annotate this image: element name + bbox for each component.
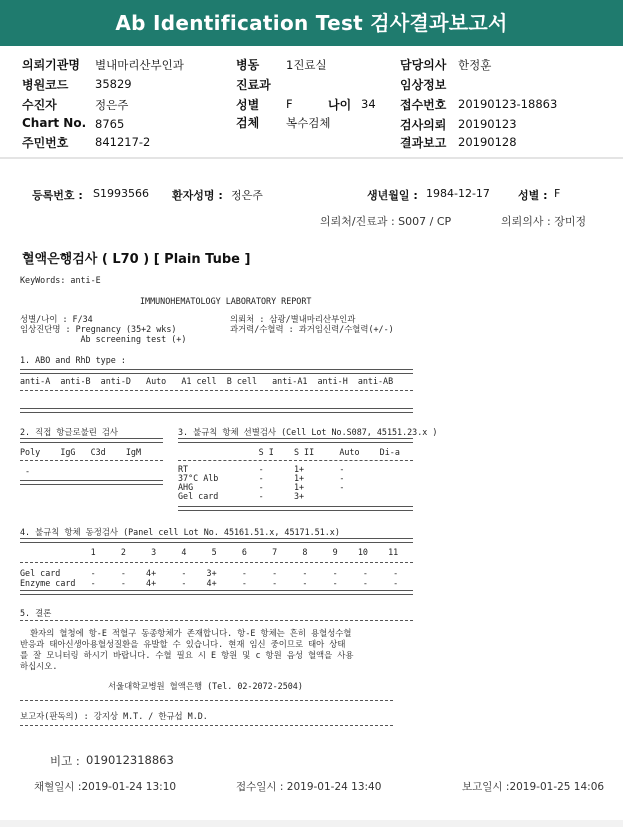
section2-rule	[20, 438, 163, 443]
reported-time: 보고일시 :2019-01-25 14:06	[462, 781, 605, 793]
section2-dash	[20, 460, 163, 461]
bottom-edge	[0, 820, 623, 827]
section5-title: 5. 결론	[20, 608, 52, 618]
section3-header: S I S II Auto Di-a	[178, 447, 400, 457]
hospital-value: 별내마리산부인과	[95, 58, 184, 72]
recipient-label: 수진자	[22, 98, 57, 112]
recipient-value: 정은주	[95, 98, 129, 112]
section3-rule	[178, 438, 413, 443]
rrn-label: 주민번호	[22, 136, 69, 150]
code-label: 병원코드	[22, 78, 69, 92]
report-title-banner	[0, 0, 623, 46]
reporter-dash	[20, 725, 393, 726]
section1-dash	[20, 390, 413, 391]
specimen-value: 복수검체	[286, 116, 331, 130]
receipt-label: 접수번호	[400, 98, 447, 112]
age-value: 34	[361, 97, 376, 111]
rrn-value: 841217-2	[95, 135, 151, 149]
section5-dash	[20, 620, 413, 621]
patient-value: 정은주	[231, 189, 263, 202]
reporter: 보고자(판독의) : 강지상 M.T. / 한규섭 M.D.	[20, 711, 208, 721]
doc-sex-label: 성별 :	[518, 189, 548, 202]
dept-line: 의뢰처/진료과 : S007 / CP	[320, 215, 452, 228]
section5-signature: 서울대학교병원 혈액은행 (Tel. 02-2072-2504)	[108, 681, 303, 691]
clinical-label: 임상정보	[400, 78, 447, 92]
section3-dash	[178, 460, 413, 461]
request-label: 검사의뢰	[400, 118, 447, 132]
info-left: 성별/나이 : F/34 임상진단명 : Pregnancy (35+2 wks) Ab screening test (+)	[20, 314, 187, 344]
dob-label: 생년월일 :	[367, 189, 418, 202]
report-title: Ab Identification Test 검사결과보고서	[115, 11, 508, 35]
section3-title: 3. 불규칙 항체 선별검사 (Cell Lot No.S087, 45151.23.x )	[178, 427, 438, 437]
lab-report-title: IMMUNOHEMATOLOGY LABORATORY REPORT	[140, 296, 312, 306]
hospital-label: 의뢰기관명	[22, 58, 80, 72]
chart-value: 8765	[95, 117, 125, 131]
section3-end-rule	[178, 506, 413, 511]
section4-end-rule	[20, 590, 413, 595]
requesting-doctor-line: 의뢰의사 : 장미정	[501, 215, 587, 228]
received-time: 접수일시 : 2019-01-24 13:40	[236, 781, 382, 793]
dob-value: 1984-12-17	[426, 187, 490, 200]
request-value: 20190123	[458, 117, 517, 131]
signature-dash	[20, 700, 393, 701]
specimen-label: 검체	[236, 116, 260, 130]
note-value: 019012318863	[86, 753, 174, 767]
patient-label: 환자성명 :	[172, 189, 223, 202]
section1-title: 1. ABO and RhD type :	[20, 355, 126, 365]
keywords: KeyWords: anti-E	[20, 275, 101, 285]
info-right: 의뢰처 : 삼광/별내마리산부인과 과거력/수혈력 : 과거임신력/수혈력(+/-)	[230, 314, 394, 334]
collected-time: 채혈일시 :2019-01-24 13:10	[34, 781, 177, 793]
section5-body: 환자의 혈청에 항-E 적혈구 동종항체가 존재합니다. 항-E 항체는 흔히 용혈성수혈 반응과 태아신생아용혈성질환을 유발할 수 있습니다. 현재 임신 중이므로 태아 상태 를 잘 모니터링 하시기 바랍니다. 수혈 필요 시 E 항원 및 c 항원 음성 혈액을 사용 하십시오.	[20, 628, 354, 671]
age-label: 나이	[328, 98, 352, 112]
section2-end-rule	[20, 480, 163, 485]
section4-title: 4. 불규칙 항체 동정검사 (Panel cell Lot No. 45161.51.x, 45171.51.x)	[20, 527, 340, 537]
report-date-label: 결과보고	[400, 136, 447, 150]
section2-title: 2. 직접 항글로불린 검사	[20, 427, 119, 437]
sex-value: F	[286, 97, 293, 111]
reg-label: 등록번호 :	[32, 189, 83, 202]
test-title: 혈액은행검사 ( L70 ) [ Plain Tube ]	[22, 252, 251, 267]
section1-header: anti-A anti-B anti-D Auto A1 cell B cell anti-A1 anti-H anti-AB	[20, 376, 394, 386]
section4-dash	[20, 562, 413, 563]
report-date-value: 20190128	[458, 135, 517, 149]
code-value: 35829	[95, 77, 132, 91]
note-label: 비고 :	[50, 754, 80, 768]
doctor-value: 한정훈	[458, 58, 492, 72]
doc-sex-value: F	[554, 187, 561, 200]
section4-rule	[20, 538, 413, 543]
reg-value: S1993566	[93, 187, 149, 200]
header-divider	[0, 157, 623, 159]
section1-rule	[20, 369, 413, 374]
section4-header: 1 2 3 4 5 6 7 8 9 10 11	[20, 547, 399, 557]
ward-label: 병동	[236, 58, 260, 72]
sex-label: 성별	[236, 98, 260, 112]
section3-rows: RT - 1+ - 37°C Alb - 1+ - AHG - 1+ - Gel card - 3+	[178, 464, 345, 501]
chart-label: Chart No.	[22, 116, 87, 130]
request-header	[0, 50, 623, 154]
section4-rows: Gel card - - 4+ - 3+ - - - - - - Enzyme card - - 4+ - 4+ - - - - - -	[20, 568, 399, 588]
lab-report-document	[0, 170, 623, 827]
doctor-label: 담당의사	[400, 58, 447, 72]
section1-end-rule	[20, 408, 413, 413]
section2-values: -	[20, 466, 31, 476]
receipt-value: 20190123-18863	[458, 97, 558, 111]
ward-value: 1진료실	[286, 58, 327, 72]
section2-header: Poly IgG C3d IgM	[20, 447, 142, 457]
dept-label: 진료과	[236, 78, 271, 92]
